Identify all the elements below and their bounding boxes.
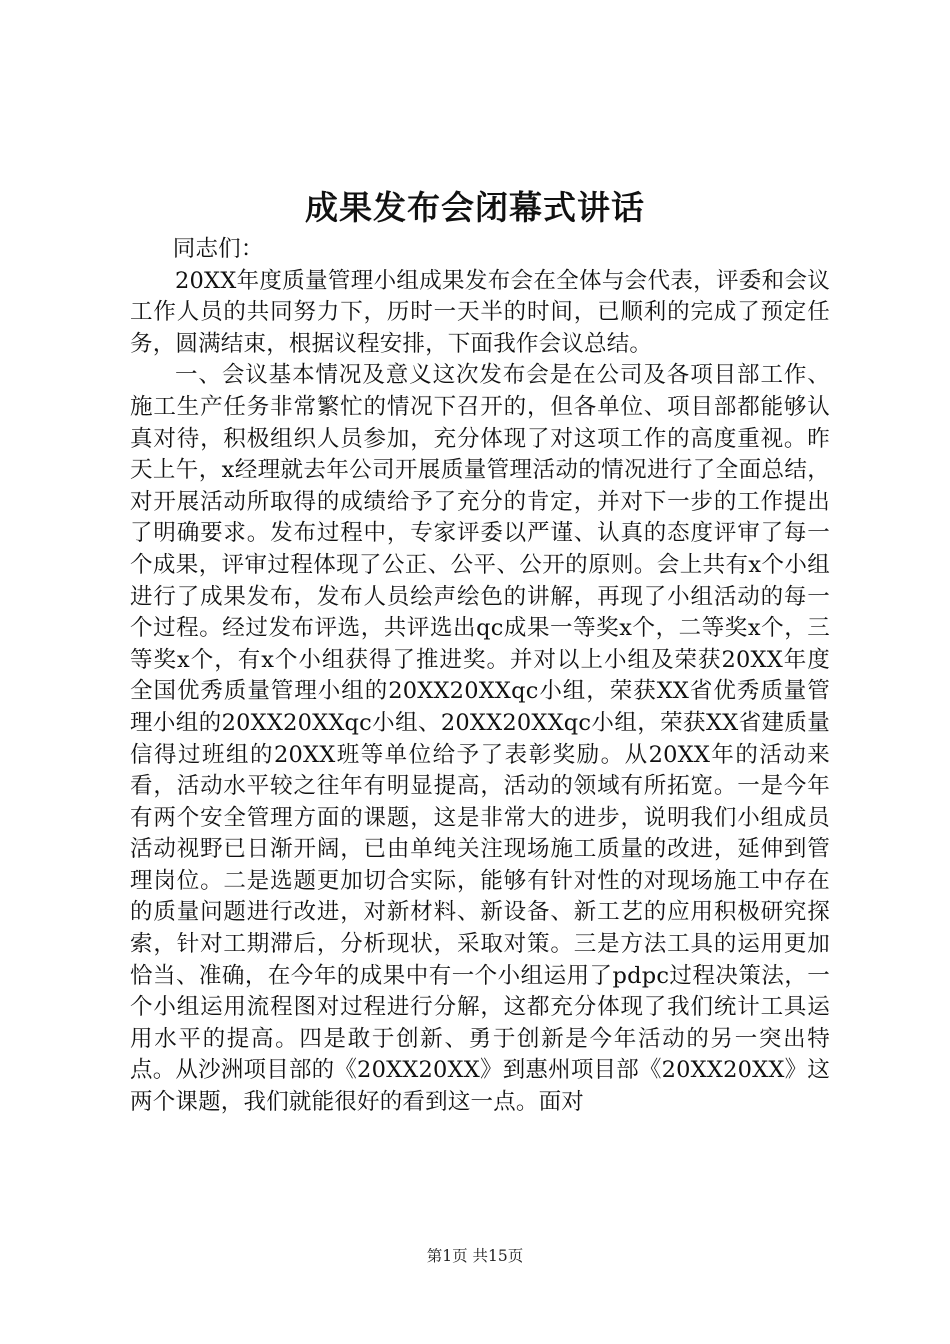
paragraph-section-one: 一、会议基本情况及意义这次发布会是在公司及各项目部工作、施工生产任务非常繁忙的情况下召开的，但各单位、项目部都能够认真对待，积极组织人员参加，充分体现了对这项工作的高度重视。昨天上午，x经理就去年公司开展质量管理活动的情况进行了全面总结，对开展活动所取得的成绩给予了充分的肯定，并对下一步的工作提出了明确要求。发布过程中，专家评委以严谨、认真的态度评审了每一个成果，评审过程体现了公正、公平、公开的原则。会上共有x个小组进行了成果发布，发布人员绘声绘色的讲解，再现了小组活动的每一个过程。经过发布评选，共评选出qc成果一等奖x个，二等奖x个，三等奖x个，有x个小组获得了推进奖。并对以上小组及荣获20XX年度全国优秀质量管理小组的20XX20XXqc小组，荣获XX省优秀质量管理小组的20XX20XXqc小组、20XX20XXqc小组，荣获XX省建质量信得过班组的20XX班等单位给予了表彰奖励。从20XX年的活动来看，活动水平较之往年有明显提高，活动的领域有所拓宽。一是今年有两个安全管理方面的课题，这是非常大的进步，说明我们小组成员活动视野已日渐开阔，已由单纯关注现场施工质量的改进，延伸到管理岗位。二是选题更加切合实际，能够有针对性的对现场施工中存在的质量问题进行改进，对新材料、新设备、新工艺的应用积极研究探索，针对工期滞后，分析现状，采取对策。三是方法工具的运用更加恰当、准确，在今年的成果中有一个小组运用了pdpc过程决策法，一个小组运用流程图对过程进行分解，这都充分体现了我们统计工具运用水平的提高。四是敢于创新、勇于创新是今年活动的另一突出特点。从沙洲项目部的《20XX20XX》到惠州项目部《20XX20XX》这两个课题，我们就能很好的看到这一点。面对 bbox=[130, 362, 830, 1116]
document-title: 成果发布会闭幕式讲话 bbox=[305, 188, 645, 227]
salutation: 同志们： bbox=[172, 236, 264, 262]
document-body bbox=[130, 234, 830, 1119]
page-footer: 第1页 共15页 bbox=[426, 1247, 524, 1265]
paragraph-intro: 20XX年度质量管理小组成果发布会在全体与会代表，评委和会议工作人员的共同努力下，历时一天半的时间，已顺利的完成了预定任务，圆满结束，根据议程安排，下面我作会议总结。 bbox=[130, 267, 830, 357]
